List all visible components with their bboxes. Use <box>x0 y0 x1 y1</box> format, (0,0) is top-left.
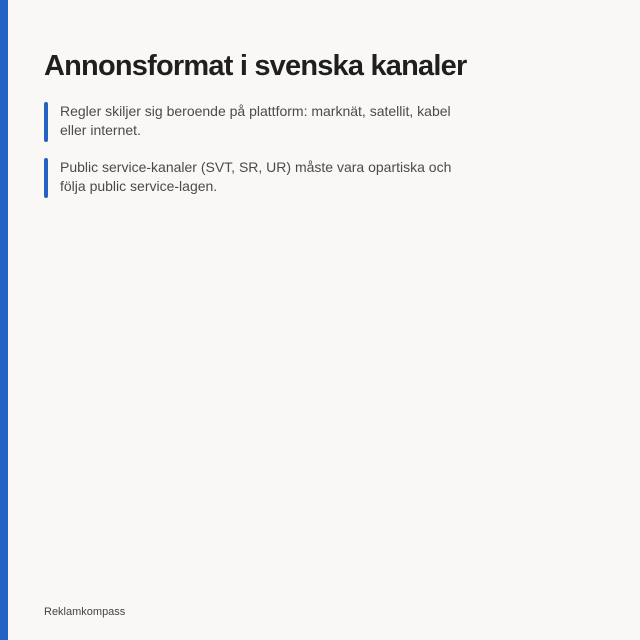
bullet-item <box>44 158 464 196</box>
bullet-text: Regler skiljer sig beroende på plattform: marknät, satellit, kabel eller internet. <box>60 103 451 138</box>
bullet-marker <box>44 158 48 198</box>
bullet-text: Public service-kanaler (SVT, SR, UR) måste vara opartiska och följa public service-lagen. <box>60 159 452 194</box>
bullet-marker <box>44 102 48 142</box>
slide-title: Annonsformat i svenska kanaler <box>44 50 467 82</box>
footer-brand: Reklamkompass <box>44 606 126 618</box>
bullet-item <box>44 102 464 140</box>
left-accent-bar <box>0 0 8 640</box>
bullet-list <box>44 102 464 214</box>
